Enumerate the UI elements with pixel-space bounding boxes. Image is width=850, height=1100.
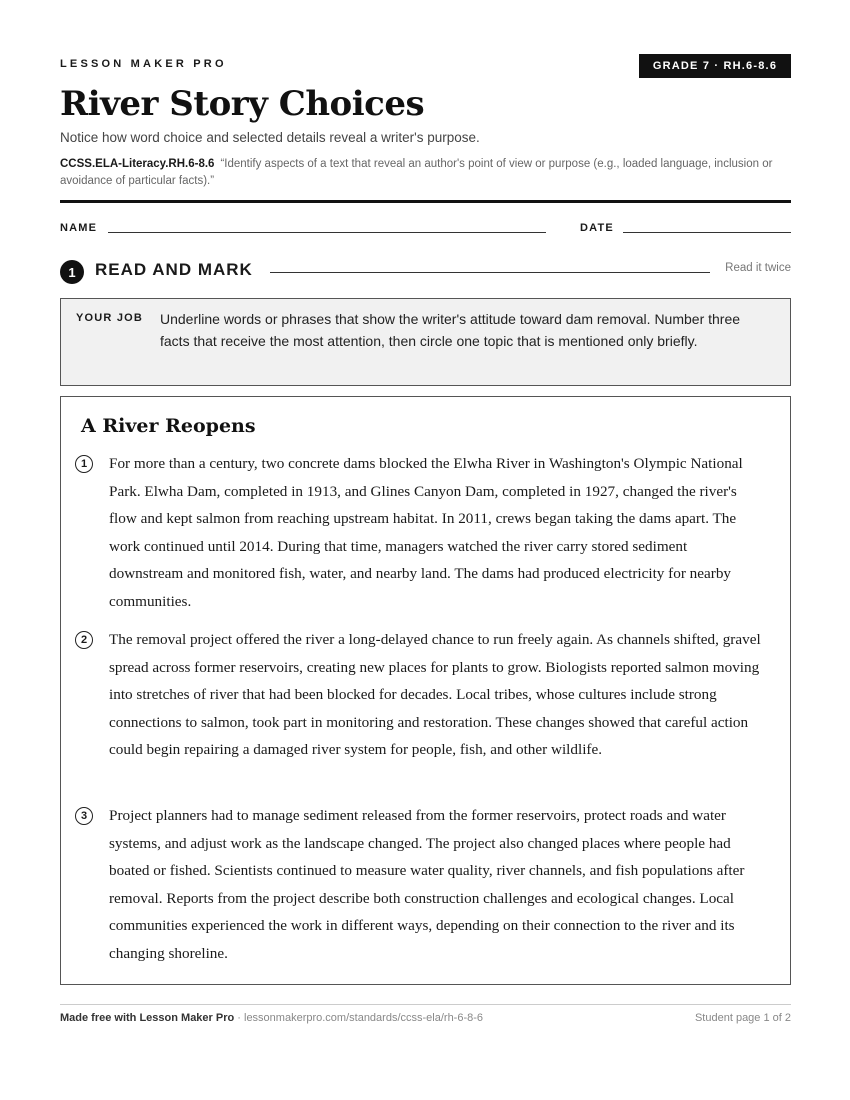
footer-url: · lessonmakerpro.com/standards/ccss-ela/rh-6-8-6	[234, 1012, 484, 1024]
footer-credit	[60, 1012, 483, 1024]
passage-title: A River Reopens	[81, 415, 256, 437]
name-label: NAME	[60, 222, 98, 234]
footer-page-number: Student page 1 of 2	[694, 1012, 791, 1024]
section-rule	[270, 272, 710, 273]
standard-code: CCSS.ELA-Literacy.RH.6-8.6	[60, 158, 215, 170]
passage-paragraph	[75, 802, 765, 968]
instructions-box	[60, 298, 791, 386]
page-title: River Story Choices	[60, 84, 425, 124]
standard-text: “Identify aspects of a text that reveal an author's point of view or purpose (e.g., loaded language, inclusion or avoidance of particular facts).”	[60, 158, 773, 187]
section-number-badge: 1	[60, 260, 84, 284]
instructions-label: YOUR JOB	[76, 312, 144, 324]
paragraph-text: Project planners had to manage sediment released from the former reservoirs, protect roads and water systems, and adjust work as the landscape changed. The project also changed places where people had boated or fished. Scientists continued to measure water quality, river channels, and fish populations after removal. Reports from the project describe both construction challenges and ecological changes. Local communities experienced the work in different ways, depending on their connection to the river and its changing shoreline.	[109, 807, 745, 962]
paragraph-number: 2	[75, 631, 93, 649]
page-subtitle: Notice how word choice and selected details reveal a writer's purpose.	[60, 130, 480, 145]
instructions-text: Underline words or phrases that show the writer's attitude toward dam removal. Number three facts that receive the most attention, then circle one topic that is mentioned only briefly.	[160, 311, 741, 349]
section-heading	[60, 258, 791, 284]
paragraph-number: 3	[75, 807, 93, 825]
paragraph-number: 1	[75, 455, 93, 473]
date-label: DATE	[580, 222, 614, 234]
paragraph-text: For more than a century, two concrete dams blocked the Elwha River in Washington's Olympic National Park. Elwha Dam, completed in 1913, and Glines Canyon Dam, completed in 1927, changed the river's flow and kept salmon from reaching upstream habitat. In 2011, crews began taking the dams apart. The work continued until 2014. During that time, managers watched the river carry stored sediment downstream and monitored fish, water, and nearby land. The dams had produced electricity for nearby communities.	[109, 455, 743, 610]
footer-divider	[60, 1004, 791, 1005]
standard-statement	[60, 156, 791, 190]
grade-badge: GRADE 7 · RH.6-8.6	[639, 54, 791, 78]
date-field[interactable]	[623, 232, 791, 233]
passage-paragraph	[75, 626, 765, 764]
name-field[interactable]	[108, 232, 546, 233]
worksheet-page	[60, 0, 791, 1100]
reading-passage	[60, 396, 791, 985]
paragraph-text: The removal project offered the river a long-delayed chance to run freely again. As channels shifted, gravel spread across former reservoirs, creating new places for plants to grow. Biologists reported salmon moving into stretches of river that had been blocked for decades. Local tribes, whose cultures include strong connections to salmon, took part in monitoring and restoration. These changes showed that careful action could begin repairing a damaged river system for people, fish, and other wildlife.	[109, 631, 761, 759]
passage-paragraph	[75, 450, 765, 616]
section-note: Read it twice	[725, 262, 791, 274]
section-title: READ AND MARK	[95, 260, 253, 279]
name-date-row	[60, 222, 791, 236]
brand-name: LESSON MAKER PRO	[60, 58, 227, 70]
header-divider	[60, 200, 791, 203]
footer-made-with: Made free with Lesson Maker Pro	[60, 1012, 235, 1024]
